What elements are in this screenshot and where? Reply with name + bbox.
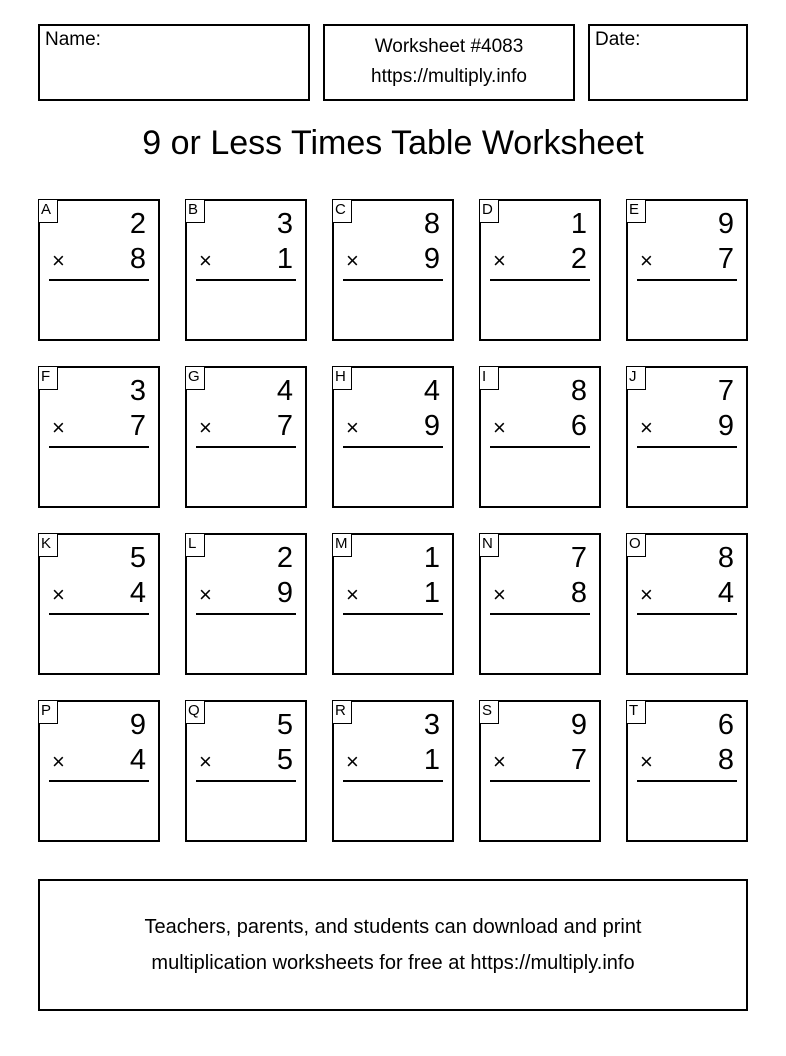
times-sign: × bbox=[52, 749, 65, 774]
problem-l[interactable] bbox=[185, 533, 307, 675]
problem-i[interactable] bbox=[479, 366, 601, 508]
problem-b[interactable] bbox=[185, 199, 307, 341]
multiplicand: 8 bbox=[570, 375, 587, 407]
multiplicand: 4 bbox=[423, 375, 440, 407]
answer-line bbox=[490, 446, 590, 448]
times-sign: × bbox=[199, 248, 212, 273]
problem-g[interactable] bbox=[185, 366, 307, 508]
problem-m[interactable] bbox=[332, 533, 454, 675]
worksheet-url: https://multiply.info bbox=[371, 66, 527, 87]
answer-line bbox=[196, 446, 296, 448]
multiplier: 9 bbox=[276, 577, 293, 609]
times-sign: × bbox=[493, 248, 506, 273]
problem-f[interactable] bbox=[38, 366, 160, 508]
answer-line bbox=[490, 780, 590, 782]
multiplier: 2 bbox=[570, 243, 587, 275]
times-sign: × bbox=[640, 749, 653, 774]
multiplier: 4 bbox=[129, 744, 146, 776]
multiplier: 7 bbox=[276, 410, 293, 442]
problem-letter: P bbox=[38, 700, 58, 724]
multiplier: 7 bbox=[717, 243, 734, 275]
multiplier: 1 bbox=[423, 744, 440, 776]
problem-letter: O bbox=[626, 533, 646, 557]
multiplicand: 7 bbox=[717, 375, 734, 407]
footer-box bbox=[38, 879, 748, 1011]
footer-text-line-1: Teachers, parents, and students can download and print bbox=[144, 916, 642, 938]
answer-line bbox=[490, 279, 590, 281]
worksheet-number: Worksheet #4083 bbox=[374, 36, 524, 57]
problem-letter: G bbox=[185, 366, 205, 390]
answer-line bbox=[637, 279, 737, 281]
answer-line bbox=[49, 279, 149, 281]
multiplier: 9 bbox=[423, 243, 440, 275]
problem-letter: Q bbox=[185, 700, 205, 724]
problem-letter: N bbox=[479, 533, 499, 557]
problem-d[interactable] bbox=[479, 199, 601, 341]
multiplicand: 7 bbox=[570, 542, 587, 574]
multiplier: 1 bbox=[276, 243, 293, 275]
problem-a[interactable] bbox=[38, 199, 160, 341]
answer-line bbox=[343, 446, 443, 448]
times-sign: × bbox=[346, 749, 359, 774]
problem-j[interactable] bbox=[626, 366, 748, 508]
multiplier: 8 bbox=[129, 243, 146, 275]
answer-line bbox=[196, 613, 296, 615]
answer-line bbox=[49, 446, 149, 448]
multiplier: 9 bbox=[717, 410, 734, 442]
multiplier: 8 bbox=[717, 744, 734, 776]
times-sign: × bbox=[52, 415, 65, 440]
multiplier: 4 bbox=[717, 577, 734, 609]
problem-r[interactable] bbox=[332, 700, 454, 842]
problem-letter: J bbox=[626, 366, 646, 390]
name-field-box[interactable] bbox=[38, 24, 310, 101]
problem-letter: I bbox=[479, 366, 499, 390]
answer-line bbox=[637, 446, 737, 448]
problem-h[interactable] bbox=[332, 366, 454, 508]
problem-letter: E bbox=[626, 199, 646, 223]
date-field-box[interactable] bbox=[588, 24, 748, 101]
times-sign: × bbox=[640, 582, 653, 607]
times-sign: × bbox=[493, 415, 506, 440]
multiplicand: 6 bbox=[717, 709, 734, 741]
problem-c[interactable] bbox=[332, 199, 454, 341]
problem-p[interactable] bbox=[38, 700, 160, 842]
problem-letter: B bbox=[185, 199, 205, 223]
problem-letter: D bbox=[479, 199, 499, 223]
answer-line bbox=[196, 279, 296, 281]
times-sign: × bbox=[493, 749, 506, 774]
multiplicand: 3 bbox=[276, 208, 293, 240]
footer-text-line-2: multiplication worksheets for free at https://multiply.info bbox=[151, 952, 635, 974]
multiplicand: 8 bbox=[423, 208, 440, 240]
times-sign: × bbox=[346, 248, 359, 273]
problem-letter: K bbox=[38, 533, 58, 557]
answer-line bbox=[343, 279, 443, 281]
multiplier: 4 bbox=[129, 577, 146, 609]
date-label: Date: bbox=[595, 29, 641, 50]
times-sign: × bbox=[52, 248, 65, 273]
problem-letter: C bbox=[332, 199, 352, 223]
times-sign: × bbox=[640, 248, 653, 273]
multiplicand: 9 bbox=[717, 208, 734, 240]
multiplicand: 3 bbox=[423, 709, 440, 741]
times-sign: × bbox=[640, 415, 653, 440]
multiplicand: 3 bbox=[129, 375, 146, 407]
times-sign: × bbox=[52, 582, 65, 607]
times-sign: × bbox=[346, 582, 359, 607]
problem-letter: T bbox=[626, 700, 646, 724]
multiplier: 7 bbox=[129, 410, 146, 442]
page-title: 9 or Less Times Table Worksheet bbox=[142, 124, 644, 162]
problem-letter: L bbox=[185, 533, 205, 557]
multiplier: 6 bbox=[570, 410, 587, 442]
problem-o[interactable] bbox=[626, 533, 748, 675]
problem-e[interactable] bbox=[626, 199, 748, 341]
multiplier: 7 bbox=[570, 744, 587, 776]
name-label: Name: bbox=[45, 29, 101, 50]
answer-line bbox=[196, 780, 296, 782]
multiplicand: 9 bbox=[570, 709, 587, 741]
problem-letter: R bbox=[332, 700, 352, 724]
multiplicand: 5 bbox=[129, 542, 146, 574]
multiplicand: 1 bbox=[423, 542, 440, 574]
problem-letter: H bbox=[332, 366, 352, 390]
problem-t[interactable] bbox=[626, 700, 748, 842]
multiplicand: 2 bbox=[129, 208, 146, 240]
times-sign: × bbox=[493, 582, 506, 607]
times-sign: × bbox=[199, 415, 212, 440]
problem-letter: F bbox=[38, 366, 58, 390]
problem-letter: A bbox=[38, 199, 58, 223]
times-sign: × bbox=[199, 582, 212, 607]
multiplicand: 9 bbox=[129, 709, 146, 741]
worksheet-info-box bbox=[323, 24, 575, 101]
problem-letter: M bbox=[332, 533, 352, 557]
multiplicand: 4 bbox=[276, 375, 293, 407]
multiplicand: 1 bbox=[570, 208, 587, 240]
answer-line bbox=[343, 780, 443, 782]
answer-line bbox=[490, 613, 590, 615]
multiplier: 5 bbox=[276, 744, 293, 776]
problem-n[interactable] bbox=[479, 533, 601, 675]
answer-line bbox=[49, 613, 149, 615]
multiplier: 8 bbox=[570, 577, 587, 609]
problem-s[interactable] bbox=[479, 700, 601, 842]
times-sign: × bbox=[346, 415, 359, 440]
times-sign: × bbox=[199, 749, 212, 774]
answer-line bbox=[637, 780, 737, 782]
answer-line bbox=[637, 613, 737, 615]
problem-letter: S bbox=[479, 700, 499, 724]
multiplicand: 5 bbox=[276, 709, 293, 741]
problem-q[interactable] bbox=[185, 700, 307, 842]
multiplicand: 2 bbox=[276, 542, 293, 574]
multiplier: 9 bbox=[423, 410, 440, 442]
answer-line bbox=[49, 780, 149, 782]
multiplier: 1 bbox=[423, 577, 440, 609]
multiplicand: 8 bbox=[717, 542, 734, 574]
answer-line bbox=[343, 613, 443, 615]
problem-k[interactable] bbox=[38, 533, 160, 675]
